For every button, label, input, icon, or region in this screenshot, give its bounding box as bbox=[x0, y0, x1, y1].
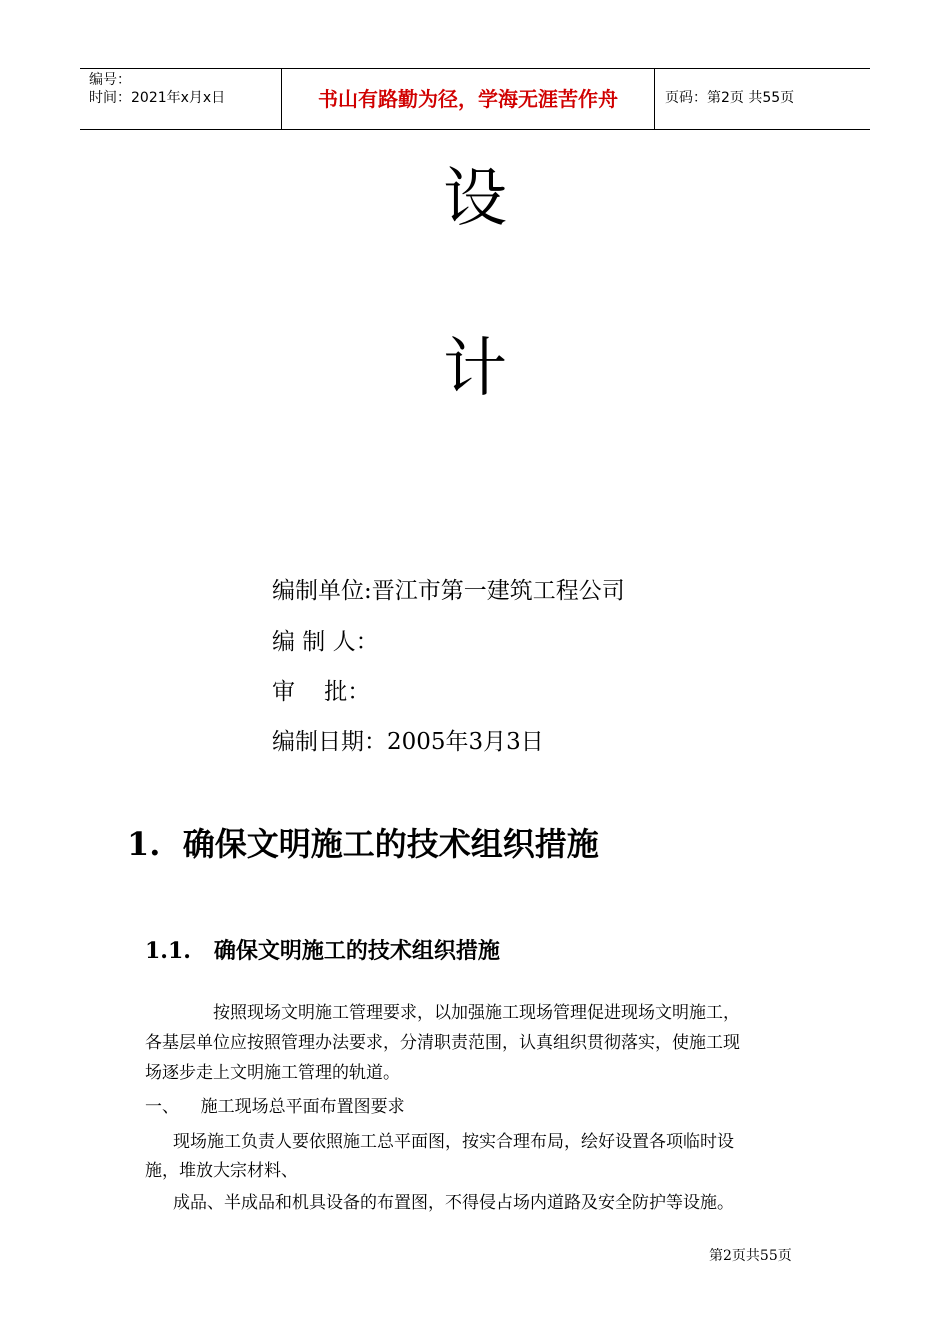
cover-title-char-2: 计 bbox=[443, 332, 507, 406]
cover-title-char-1: 设 bbox=[443, 162, 507, 236]
header-time: 时间：2021年x月x日 bbox=[89, 90, 226, 106]
body-para-3-line-1: 成品、半成品和机具设备的布置图，不得侵占场内道路及安全防护等设施。 bbox=[173, 1193, 734, 1213]
header-page-number: 页码：第2页 共55页 bbox=[665, 90, 795, 106]
heading-1: 1. 确保文明施工的技术组织措施 bbox=[127, 825, 599, 863]
cover-unit: 编制单位:晋江市第一建筑工程公司 bbox=[272, 578, 625, 604]
body-para-1-line-2: 各基层单位应按照管理办法要求，分清职责范围，认真组织贯彻落实，使施工现 bbox=[145, 1033, 740, 1053]
body-para-1-line-3: 场逐步走上文明施工管理的轨道。 bbox=[145, 1063, 400, 1083]
body-para-1-line-1: 按照现场文明施工管理要求，以加强施工现场管理促进现场文明施工， bbox=[213, 1003, 740, 1023]
header-motto: 书山有路勤为径，学海无涯苦作舟 bbox=[318, 87, 618, 111]
body-para-2-line-1: 现场施工负责人要依照施工总平面图，按实合理布局，绘好设置各项临时设 bbox=[173, 1132, 734, 1152]
heading-2: 1.1. 确保文明施工的技术组织措施 bbox=[145, 938, 500, 964]
page-footer: 第2页共55页 bbox=[709, 1248, 792, 1264]
cover-author: 编 制 人： bbox=[272, 629, 379, 655]
body-para-2-line-2: 施，堆放大宗材料、 bbox=[145, 1161, 298, 1181]
header-meta bbox=[89, 71, 225, 107]
cover-date: 编制日期：2005年3月3日 bbox=[272, 729, 544, 755]
list-item-1: 一、 施工现场总平面布置图要求 bbox=[145, 1097, 405, 1117]
header-number: 编号： bbox=[89, 72, 131, 88]
page-header bbox=[80, 68, 870, 130]
cover-approver: 审 批： bbox=[272, 679, 371, 705]
header-divider bbox=[654, 69, 655, 129]
